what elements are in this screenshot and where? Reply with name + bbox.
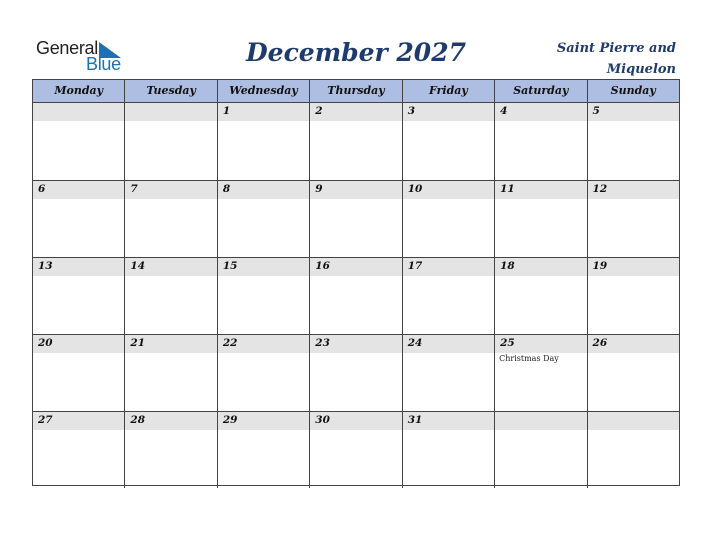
calendar-day-cell[interactable]	[402, 181, 494, 257]
holiday-label: Christmas Day	[499, 354, 559, 363]
calendar-week-row	[33, 411, 679, 488]
calendar-week-row	[33, 334, 679, 411]
day-number: 17	[407, 260, 423, 272]
calendar-day-cell[interactable]	[124, 103, 216, 180]
day-number: 30	[315, 414, 330, 426]
day-number-band	[218, 103, 309, 121]
day-number-band	[310, 103, 401, 121]
day-number-band	[33, 335, 124, 353]
calendar-day-cell[interactable]	[309, 258, 401, 334]
calendar-day-cell[interactable]	[217, 412, 309, 488]
weeks-container	[33, 103, 679, 488]
day-number-band	[403, 103, 494, 121]
day-number: 26	[592, 337, 608, 349]
day-number-band	[588, 181, 679, 199]
day-number: 6	[38, 183, 46, 195]
day-number-band	[403, 258, 494, 276]
day-number: 10	[407, 183, 423, 195]
day-number: 21	[130, 337, 146, 349]
calendar-day-cell[interactable]	[217, 335, 309, 411]
day-number: 8	[222, 183, 231, 195]
calendar-day-cell[interactable]	[124, 181, 216, 257]
calendar-day-cell[interactable]	[402, 258, 494, 334]
day-number: 25	[500, 337, 515, 349]
calendar-week-row	[33, 180, 679, 257]
day-number-band	[495, 412, 586, 430]
day-number-band	[588, 258, 679, 276]
day-number-band	[588, 103, 679, 121]
day-number-band	[495, 181, 586, 199]
calendar-day-cell[interactable]	[587, 181, 679, 257]
calendar-day-cell[interactable]	[309, 181, 401, 257]
day-number: 15	[222, 260, 238, 272]
day-number-band	[588, 412, 679, 430]
day-number: 13	[38, 260, 53, 272]
weekday-wednesday: Wednesday	[217, 80, 309, 102]
weekday-tuesday: Tuesday	[124, 80, 216, 102]
day-number: 4	[500, 105, 508, 117]
calendar-day-cell[interactable]	[494, 412, 586, 488]
calendar-day-cell[interactable]	[494, 103, 586, 180]
weekday-sunday: Sunday	[587, 80, 679, 102]
day-number: 7	[130, 183, 138, 195]
calendar-day-cell[interactable]	[217, 181, 309, 257]
logo-text-blue: Blue	[86, 54, 121, 74]
calendar-day-cell[interactable]	[217, 103, 309, 180]
calendar-day-cell[interactable]	[33, 181, 124, 257]
day-number: 9	[315, 183, 323, 195]
calendar-day-cell[interactable]	[124, 335, 216, 411]
calendar-day-cell[interactable]	[402, 103, 494, 180]
day-number: 5	[592, 105, 600, 117]
day-number: 31	[407, 414, 423, 426]
day-number-band	[33, 412, 124, 430]
calendar-day-cell[interactable]	[33, 335, 124, 411]
region-name	[496, 38, 676, 80]
day-number-band	[125, 335, 216, 353]
calendar-day-cell[interactable]	[33, 258, 124, 334]
calendar-day-cell[interactable]	[217, 258, 309, 334]
day-number: 22	[222, 337, 238, 349]
calendar-day-cell[interactable]	[494, 181, 586, 257]
day-number: 1	[222, 105, 231, 117]
calendar-day-cell[interactable]	[402, 412, 494, 488]
day-number-band	[310, 335, 401, 353]
calendar-grid	[32, 79, 680, 486]
region-line-1: Saint Pierre and	[556, 41, 676, 56]
calendar-day-cell[interactable]	[309, 335, 401, 411]
weekday-friday: Friday	[402, 80, 494, 102]
day-number-band	[588, 335, 679, 353]
calendar-day-cell[interactable]	[494, 335, 586, 411]
day-number-band	[495, 335, 586, 353]
day-number-band	[125, 258, 216, 276]
day-number: 16	[315, 260, 330, 272]
day-number: 29	[222, 414, 238, 426]
calendar-day-cell[interactable]	[587, 258, 679, 334]
day-number-band	[125, 103, 216, 121]
day-number-band	[310, 181, 401, 199]
calendar-day-cell[interactable]	[494, 258, 586, 334]
day-number: 19	[592, 260, 608, 272]
day-number-band	[125, 181, 216, 199]
day-number-band	[310, 412, 401, 430]
day-number-band	[218, 335, 309, 353]
day-number-band	[403, 335, 494, 353]
calendar-day-cell[interactable]	[402, 335, 494, 411]
calendar-day-cell[interactable]	[309, 412, 401, 488]
day-number: 11	[500, 183, 515, 195]
day-number-band	[403, 181, 494, 199]
weekday-thursday: Thursday	[309, 80, 401, 102]
weekday-monday: Monday	[54, 84, 104, 97]
day-number: 20	[38, 337, 53, 349]
day-number-band	[33, 103, 124, 121]
day-number-band	[218, 412, 309, 430]
day-number: 18	[500, 260, 515, 272]
day-number: 24	[407, 337, 423, 349]
calendar-day-cell[interactable]	[124, 258, 216, 334]
day-number-band	[33, 181, 124, 199]
day-number-band	[310, 258, 401, 276]
day-number-band	[495, 103, 586, 121]
calendar-day-cell[interactable]	[587, 103, 679, 180]
day-number: 27	[38, 414, 53, 426]
day-number-band	[403, 412, 494, 430]
day-number: 14	[130, 260, 146, 272]
day-number: 28	[130, 414, 146, 426]
day-number-band	[33, 258, 124, 276]
region-line-2: Miquelon	[606, 62, 676, 77]
calendar-week-row	[33, 103, 679, 180]
day-number: 23	[315, 337, 330, 349]
calendar-week-row	[33, 257, 679, 334]
day-number: 12	[592, 183, 608, 195]
calendar-day-cell[interactable]	[587, 412, 679, 488]
calendar-day-cell[interactable]	[33, 103, 124, 180]
day-number-band	[218, 181, 309, 199]
calendar-day-cell[interactable]	[33, 412, 124, 488]
calendar-day-cell[interactable]	[124, 412, 216, 488]
calendar-day-cell[interactable]	[309, 103, 401, 180]
calendar-day-cell[interactable]	[587, 335, 679, 411]
day-number: 3	[407, 105, 415, 117]
weekday-header-row	[33, 80, 679, 103]
day-number-band	[125, 412, 216, 430]
day-number: 2	[315, 105, 323, 117]
calendar-title: December 2027	[245, 38, 466, 67]
logo-text-general: General	[36, 38, 98, 58]
day-number-band	[495, 258, 586, 276]
weekday-saturday: Saturday	[494, 80, 586, 102]
day-number-band	[218, 258, 309, 276]
